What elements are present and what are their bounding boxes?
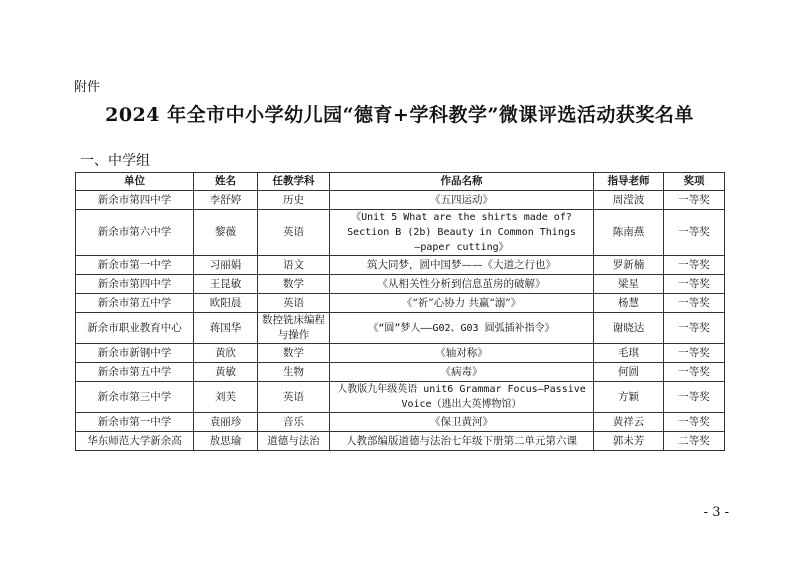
unit-cell: 新余市第四中学 xyxy=(76,191,194,210)
work-title-cell: 《Unit 5 What are the shirts made of? Section B (2b) Beauty in Common Things —paper cutting》 xyxy=(330,210,594,256)
advisor-cell: 梁星 xyxy=(594,275,664,294)
award-cell: 一等奖 xyxy=(664,313,725,344)
attachment-label: 附件 xyxy=(74,80,101,95)
unit-cell: 新余市第五中学 xyxy=(76,294,194,313)
unit-cell: 新余市职业教育中心 xyxy=(76,313,194,344)
award-cell: 一等奖 xyxy=(664,344,725,363)
award-cell: 一等奖 xyxy=(664,191,725,210)
section-heading: 一、中学组 xyxy=(80,153,150,169)
award-cell: 一等奖 xyxy=(664,256,725,275)
name-cell: 蒋国华 xyxy=(194,313,258,344)
table-row xyxy=(76,313,725,344)
award-cell: 一等奖 xyxy=(664,294,725,313)
unit-cell: 新余市第三中学 xyxy=(76,382,194,413)
table-row xyxy=(76,210,725,256)
table-row xyxy=(76,382,725,413)
advisor-cell: 郭未芳 xyxy=(594,432,664,451)
work-title-cell: 人教版九年级英语 unit6 Grammar Focus—Passive Voice（逃出大英博物馆） xyxy=(330,382,594,413)
award-cell: 一等奖 xyxy=(664,382,725,413)
award-cell: 一等奖 xyxy=(664,275,725,294)
subject-cell: 生物 xyxy=(258,363,330,382)
subject-cell: 英语 xyxy=(258,294,330,313)
award-cell: 二等奖 xyxy=(664,432,725,451)
unit-cell: 新余市第四中学 xyxy=(76,275,194,294)
work-title-cell: 《“圆”梦人——G02、G03 圆弧插补指令》 xyxy=(330,313,594,344)
name-cell: 习丽娟 xyxy=(194,256,258,275)
name-cell: 黄欣 xyxy=(194,344,258,363)
subject-cell: 数学 xyxy=(258,344,330,363)
table-row xyxy=(76,191,725,210)
advisor-cell: 周滢波 xyxy=(594,191,664,210)
header-work-title: 作品名称 xyxy=(330,173,594,191)
name-cell: 刘芙 xyxy=(194,382,258,413)
subject-cell: 数控铣床编程与操作 xyxy=(258,313,330,344)
table-row xyxy=(76,275,725,294)
award-cell: 一等奖 xyxy=(664,210,725,256)
advisor-cell: 杨慧 xyxy=(594,294,664,313)
work-title-cell: 《“祈”心协力 共赢“溺”》 xyxy=(330,294,594,313)
work-title-cell: 《从相关性分析到信息茧房的破解》 xyxy=(330,275,594,294)
subject-cell: 英语 xyxy=(258,382,330,413)
work-title-cell: 《五四运动》 xyxy=(330,191,594,210)
table-row xyxy=(76,413,725,432)
advisor-cell: 陈南燕 xyxy=(594,210,664,256)
unit-cell: 华东师范大学新余高 xyxy=(76,432,194,451)
work-title-cell: 《病毒》 xyxy=(330,363,594,382)
awards-table xyxy=(75,172,725,451)
unit-cell: 新余市第六中学 xyxy=(76,210,194,256)
header-advisor: 指导老师 xyxy=(594,173,664,191)
unit-cell: 新余市新钢中学 xyxy=(76,344,194,363)
name-cell: 李舒婷 xyxy=(194,191,258,210)
name-cell: 黄敏 xyxy=(194,363,258,382)
work-title-cell: 筑大同梦，圆中国梦——《大道之行也》 xyxy=(330,256,594,275)
advisor-cell: 谢晓达 xyxy=(594,313,664,344)
header-name: 姓名 xyxy=(194,173,258,191)
advisor-cell: 黄祥云 xyxy=(594,413,664,432)
work-title-cell: 《轴对称》 xyxy=(330,344,594,363)
header-award: 奖项 xyxy=(664,173,725,191)
subject-cell: 英语 xyxy=(258,210,330,256)
header-unit: 单位 xyxy=(76,173,194,191)
name-cell: 黎薇 xyxy=(194,210,258,256)
subject-cell: 语文 xyxy=(258,256,330,275)
award-cell: 一等奖 xyxy=(664,363,725,382)
name-cell: 袁丽珍 xyxy=(194,413,258,432)
page-number: - 3 - xyxy=(703,505,729,520)
advisor-cell: 罗新楠 xyxy=(594,256,664,275)
name-cell: 敖思瑜 xyxy=(194,432,258,451)
subject-cell: 音乐 xyxy=(258,413,330,432)
advisor-cell: 毛琪 xyxy=(594,344,664,363)
name-cell: 王昆敏 xyxy=(194,275,258,294)
unit-cell: 新余市第五中学 xyxy=(76,363,194,382)
table-row xyxy=(76,294,725,313)
table-row xyxy=(76,432,725,451)
work-title-cell: 人教部编版道德与法治七年级下册第二单元第六课 xyxy=(330,432,594,451)
work-title-cell: 《保卫黄河》 xyxy=(330,413,594,432)
table-row xyxy=(76,256,725,275)
award-cell: 一等奖 xyxy=(664,413,725,432)
subject-cell: 道德与法治 xyxy=(258,432,330,451)
header-subject: 任教学科 xyxy=(258,173,330,191)
name-cell: 欧阳晨 xyxy=(194,294,258,313)
table-row xyxy=(76,363,725,382)
table-header-row xyxy=(76,173,725,191)
advisor-cell: 方颖 xyxy=(594,382,664,413)
advisor-cell: 何圆 xyxy=(594,363,664,382)
subject-cell: 历史 xyxy=(258,191,330,210)
unit-cell: 新余市第一中学 xyxy=(76,413,194,432)
unit-cell: 新余市第一中学 xyxy=(76,256,194,275)
document-title: 2024 年全市中小学幼儿园“德育+学科教学”微课评选活动获奖名单 xyxy=(105,104,694,126)
subject-cell: 数学 xyxy=(258,275,330,294)
table-row xyxy=(76,344,725,363)
